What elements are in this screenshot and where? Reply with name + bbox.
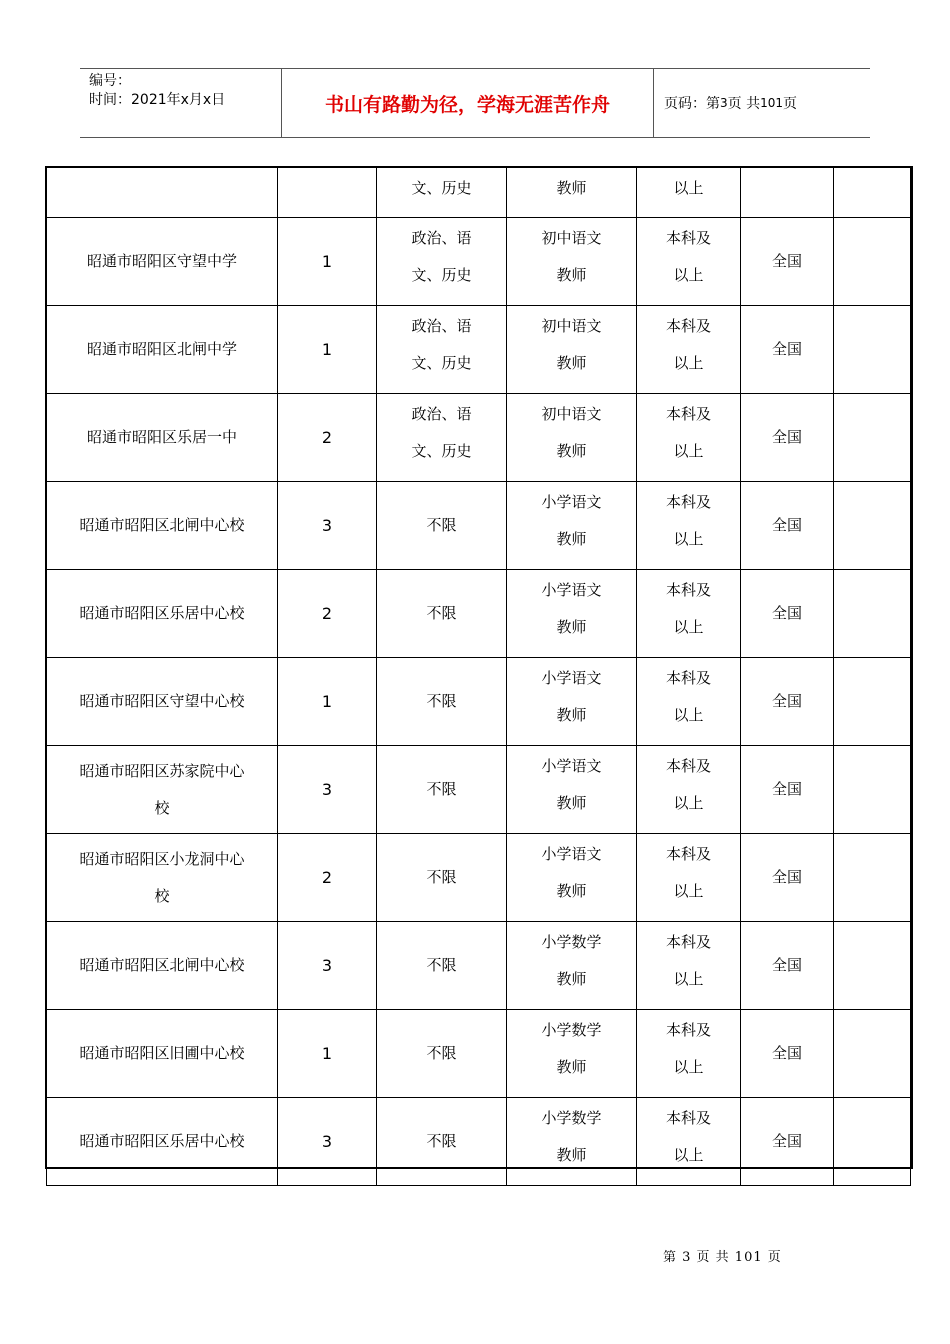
school-cell	[47, 746, 278, 834]
count-cell	[278, 746, 377, 834]
count-cell	[278, 922, 377, 1010]
page-prefix: 页码：第	[664, 96, 720, 112]
school-cell	[47, 482, 278, 570]
note-cell	[834, 1010, 911, 1098]
education-cell-text: 本科及以上	[665, 1021, 711, 1076]
education-cell	[637, 394, 741, 482]
count-cell-text: 3	[321, 516, 333, 535]
table-row	[47, 394, 911, 482]
school-cell-text: 昭通市昭阳区乐居中心校	[79, 604, 245, 622]
scope-cell-text: 全国	[771, 340, 802, 358]
scope-cell-text: 全国	[771, 1044, 802, 1062]
count-cell-text: 3	[321, 956, 333, 975]
post-cell	[507, 482, 637, 570]
page-header	[80, 68, 870, 138]
scope-cell-text: 全国	[771, 428, 802, 446]
scope-cell	[741, 394, 834, 482]
school-cell-text: 昭通市昭阳区乐居一中	[86, 428, 237, 446]
major-cell-text: 不限	[426, 1044, 457, 1062]
school-cell	[47, 394, 278, 482]
table-row	[47, 306, 911, 394]
table-cell	[834, 168, 911, 218]
table-row	[47, 746, 911, 834]
education-cell	[637, 306, 741, 394]
major-cell	[377, 834, 507, 922]
school-cell	[47, 658, 278, 746]
education-cell	[637, 482, 741, 570]
school-cell	[47, 922, 278, 1010]
count-cell	[278, 482, 377, 570]
table-row	[47, 1098, 911, 1186]
note-cell	[834, 218, 911, 306]
count-cell-text: 3	[321, 1132, 333, 1151]
scope-cell-text: 全国	[771, 604, 802, 622]
count-cell	[278, 658, 377, 746]
table-cell: 文、历史	[377, 168, 507, 218]
education-cell	[637, 1010, 741, 1098]
page-mid: 页 共	[727, 96, 761, 112]
school-cell	[47, 1010, 278, 1098]
post-cell	[507, 834, 637, 922]
header-meta	[80, 69, 282, 137]
post-cell	[507, 658, 637, 746]
education-cell-text: 本科及以上	[665, 845, 711, 900]
note-cell	[834, 658, 911, 746]
major-cell-text: 不限	[426, 1132, 457, 1150]
scope-cell	[741, 658, 834, 746]
major-cell	[377, 570, 507, 658]
scope-cell-text: 全国	[771, 692, 802, 710]
school-cell-text: 昭通市昭阳区北闸中心校	[79, 516, 245, 534]
scope-cell	[741, 1010, 834, 1098]
scope-cell-text: 全国	[771, 956, 802, 974]
post-cell-text: 小学数学教师	[541, 933, 602, 988]
education-cell-text: 本科及以上	[665, 229, 711, 284]
school-cell	[47, 1098, 278, 1186]
education-cell	[637, 1098, 741, 1186]
school-cell	[47, 306, 278, 394]
page-suffix: 页	[783, 96, 797, 112]
scope-cell-text: 全国	[771, 780, 802, 798]
note-cell	[834, 834, 911, 922]
scope-cell	[741, 482, 834, 570]
education-cell-text: 本科及以上	[665, 933, 711, 988]
major-cell	[377, 394, 507, 482]
note-cell	[834, 482, 911, 570]
major-cell	[377, 922, 507, 1010]
scope-cell-text: 全国	[771, 868, 802, 886]
count-cell-text: 3	[321, 780, 333, 799]
table-row	[47, 922, 911, 1010]
major-cell	[377, 218, 507, 306]
education-cell-text: 本科及以上	[665, 493, 711, 548]
post-cell-text: 小学数学教师	[541, 1109, 602, 1164]
table-cell: 教师	[507, 168, 637, 218]
major-cell	[377, 306, 507, 394]
post-cell-text: 小学语文教师	[541, 493, 602, 548]
scope-cell-text: 全国	[771, 252, 802, 270]
post-cell-text: 初中语文教师	[541, 229, 602, 284]
note-cell	[834, 1098, 911, 1186]
major-cell-text: 不限	[426, 780, 457, 798]
post-cell	[507, 218, 637, 306]
school-cell-text: 昭通市昭阳区守望中心校	[79, 692, 245, 710]
count-cell	[278, 218, 377, 306]
post-cell	[507, 1010, 637, 1098]
time-label: 时间：2021年x月x日	[89, 92, 226, 108]
note-cell	[834, 922, 911, 1010]
table-row	[47, 834, 911, 922]
post-cell-text: 小学语文教师	[541, 845, 602, 900]
count-cell-text: 1	[321, 1044, 333, 1063]
school-cell-text: 昭通市昭阳区北闸中学	[86, 340, 237, 358]
education-cell	[637, 834, 741, 922]
education-cell-text: 本科及以上	[665, 1109, 711, 1164]
post-cell	[507, 922, 637, 1010]
count-cell	[278, 834, 377, 922]
education-cell-text: 本科及以上	[665, 405, 711, 460]
note-cell	[834, 746, 911, 834]
table-cell	[47, 168, 278, 218]
post-cell	[507, 570, 637, 658]
major-cell-text: 政治、语文、历史	[411, 229, 472, 284]
major-cell-text: 不限	[426, 692, 457, 710]
school-cell	[47, 218, 278, 306]
scope-cell	[741, 570, 834, 658]
count-cell	[278, 394, 377, 482]
header-motto	[282, 69, 654, 137]
count-cell-text: 2	[321, 604, 333, 623]
major-cell-text: 不限	[426, 868, 457, 886]
note-cell	[834, 306, 911, 394]
count-cell	[278, 570, 377, 658]
school-cell-text: 昭通市昭阳区守望中学	[86, 252, 237, 270]
scope-cell	[741, 1098, 834, 1186]
post-cell	[507, 1098, 637, 1186]
scope-cell	[741, 218, 834, 306]
post-cell	[507, 746, 637, 834]
education-cell-text: 本科及以上	[665, 317, 711, 372]
post-cell-text: 小学数学教师	[541, 1021, 602, 1076]
count-cell-text: 2	[321, 868, 333, 887]
major-cell-text: 不限	[426, 516, 457, 534]
scope-cell	[741, 746, 834, 834]
school-cell-text: 昭通市昭阳区北闸中心校	[79, 956, 245, 974]
education-cell-text: 本科及以上	[665, 669, 711, 724]
school-cell	[47, 570, 278, 658]
count-cell-text: 2	[321, 428, 333, 447]
major-cell	[377, 482, 507, 570]
page-footer: 第 3 页 共 101 页	[663, 1250, 782, 1265]
table-row	[47, 570, 911, 658]
major-cell-text: 不限	[426, 604, 457, 622]
scope-cell-text: 全国	[771, 516, 802, 534]
scope-cell	[741, 834, 834, 922]
scope-cell	[741, 922, 834, 1010]
count-cell	[278, 1010, 377, 1098]
education-cell	[637, 746, 741, 834]
education-cell-text: 本科及以上	[665, 757, 711, 812]
scope-cell	[741, 306, 834, 394]
scope-cell-text: 全国	[771, 1132, 802, 1150]
major-cell-text: 政治、语文、历史	[411, 405, 472, 460]
school-cell	[47, 834, 278, 922]
education-cell	[637, 658, 741, 746]
education-cell	[637, 218, 741, 306]
post-cell	[507, 306, 637, 394]
motto-text: 书山有路勤为径，学海无涯苦作舟	[324, 93, 610, 116]
number-label: 编号：	[89, 73, 131, 89]
school-cell-text: 昭通市昭阳区乐居中心校	[79, 1132, 245, 1150]
post-cell-text: 小学语文教师	[541, 757, 602, 812]
post-cell-text: 小学语文教师	[541, 581, 602, 636]
school-cell-text: 昭通市昭阳区小龙洞中心校	[79, 849, 245, 905]
major-cell-text: 政治、语文、历史	[411, 317, 472, 372]
education-cell	[637, 922, 741, 1010]
header-page-info	[654, 69, 870, 137]
post-cell-text: 初中语文教师	[541, 405, 602, 460]
table-row	[47, 218, 911, 306]
major-cell-text: 不限	[426, 956, 457, 974]
count-cell-text: 1	[321, 252, 333, 271]
table-row	[47, 1010, 911, 1098]
recruitment-table	[46, 167, 911, 1186]
school-cell-text: 昭通市昭阳区旧圃中心校	[79, 1044, 245, 1062]
table-cell	[741, 168, 834, 218]
count-cell	[278, 306, 377, 394]
table-row	[47, 482, 911, 570]
table-cell	[278, 168, 377, 218]
major-cell	[377, 658, 507, 746]
note-cell	[834, 394, 911, 482]
post-cell-text: 初中语文教师	[541, 317, 602, 372]
major-cell	[377, 1098, 507, 1186]
post-cell-text: 小学语文教师	[541, 669, 602, 724]
page-number: 3	[720, 96, 728, 110]
table-row	[47, 658, 911, 746]
count-cell-text: 1	[321, 692, 333, 711]
count-cell-text: 1	[321, 340, 333, 359]
education-cell	[637, 570, 741, 658]
count-cell	[278, 1098, 377, 1186]
page-total: 101	[760, 96, 783, 110]
school-cell-text: 昭通市昭阳区苏家院中心校	[79, 761, 245, 817]
table-row	[47, 168, 911, 218]
note-cell	[834, 570, 911, 658]
table-cell: 以上	[637, 168, 741, 218]
post-cell	[507, 394, 637, 482]
major-cell	[377, 1010, 507, 1098]
education-cell-text: 本科及以上	[665, 581, 711, 636]
major-cell	[377, 746, 507, 834]
